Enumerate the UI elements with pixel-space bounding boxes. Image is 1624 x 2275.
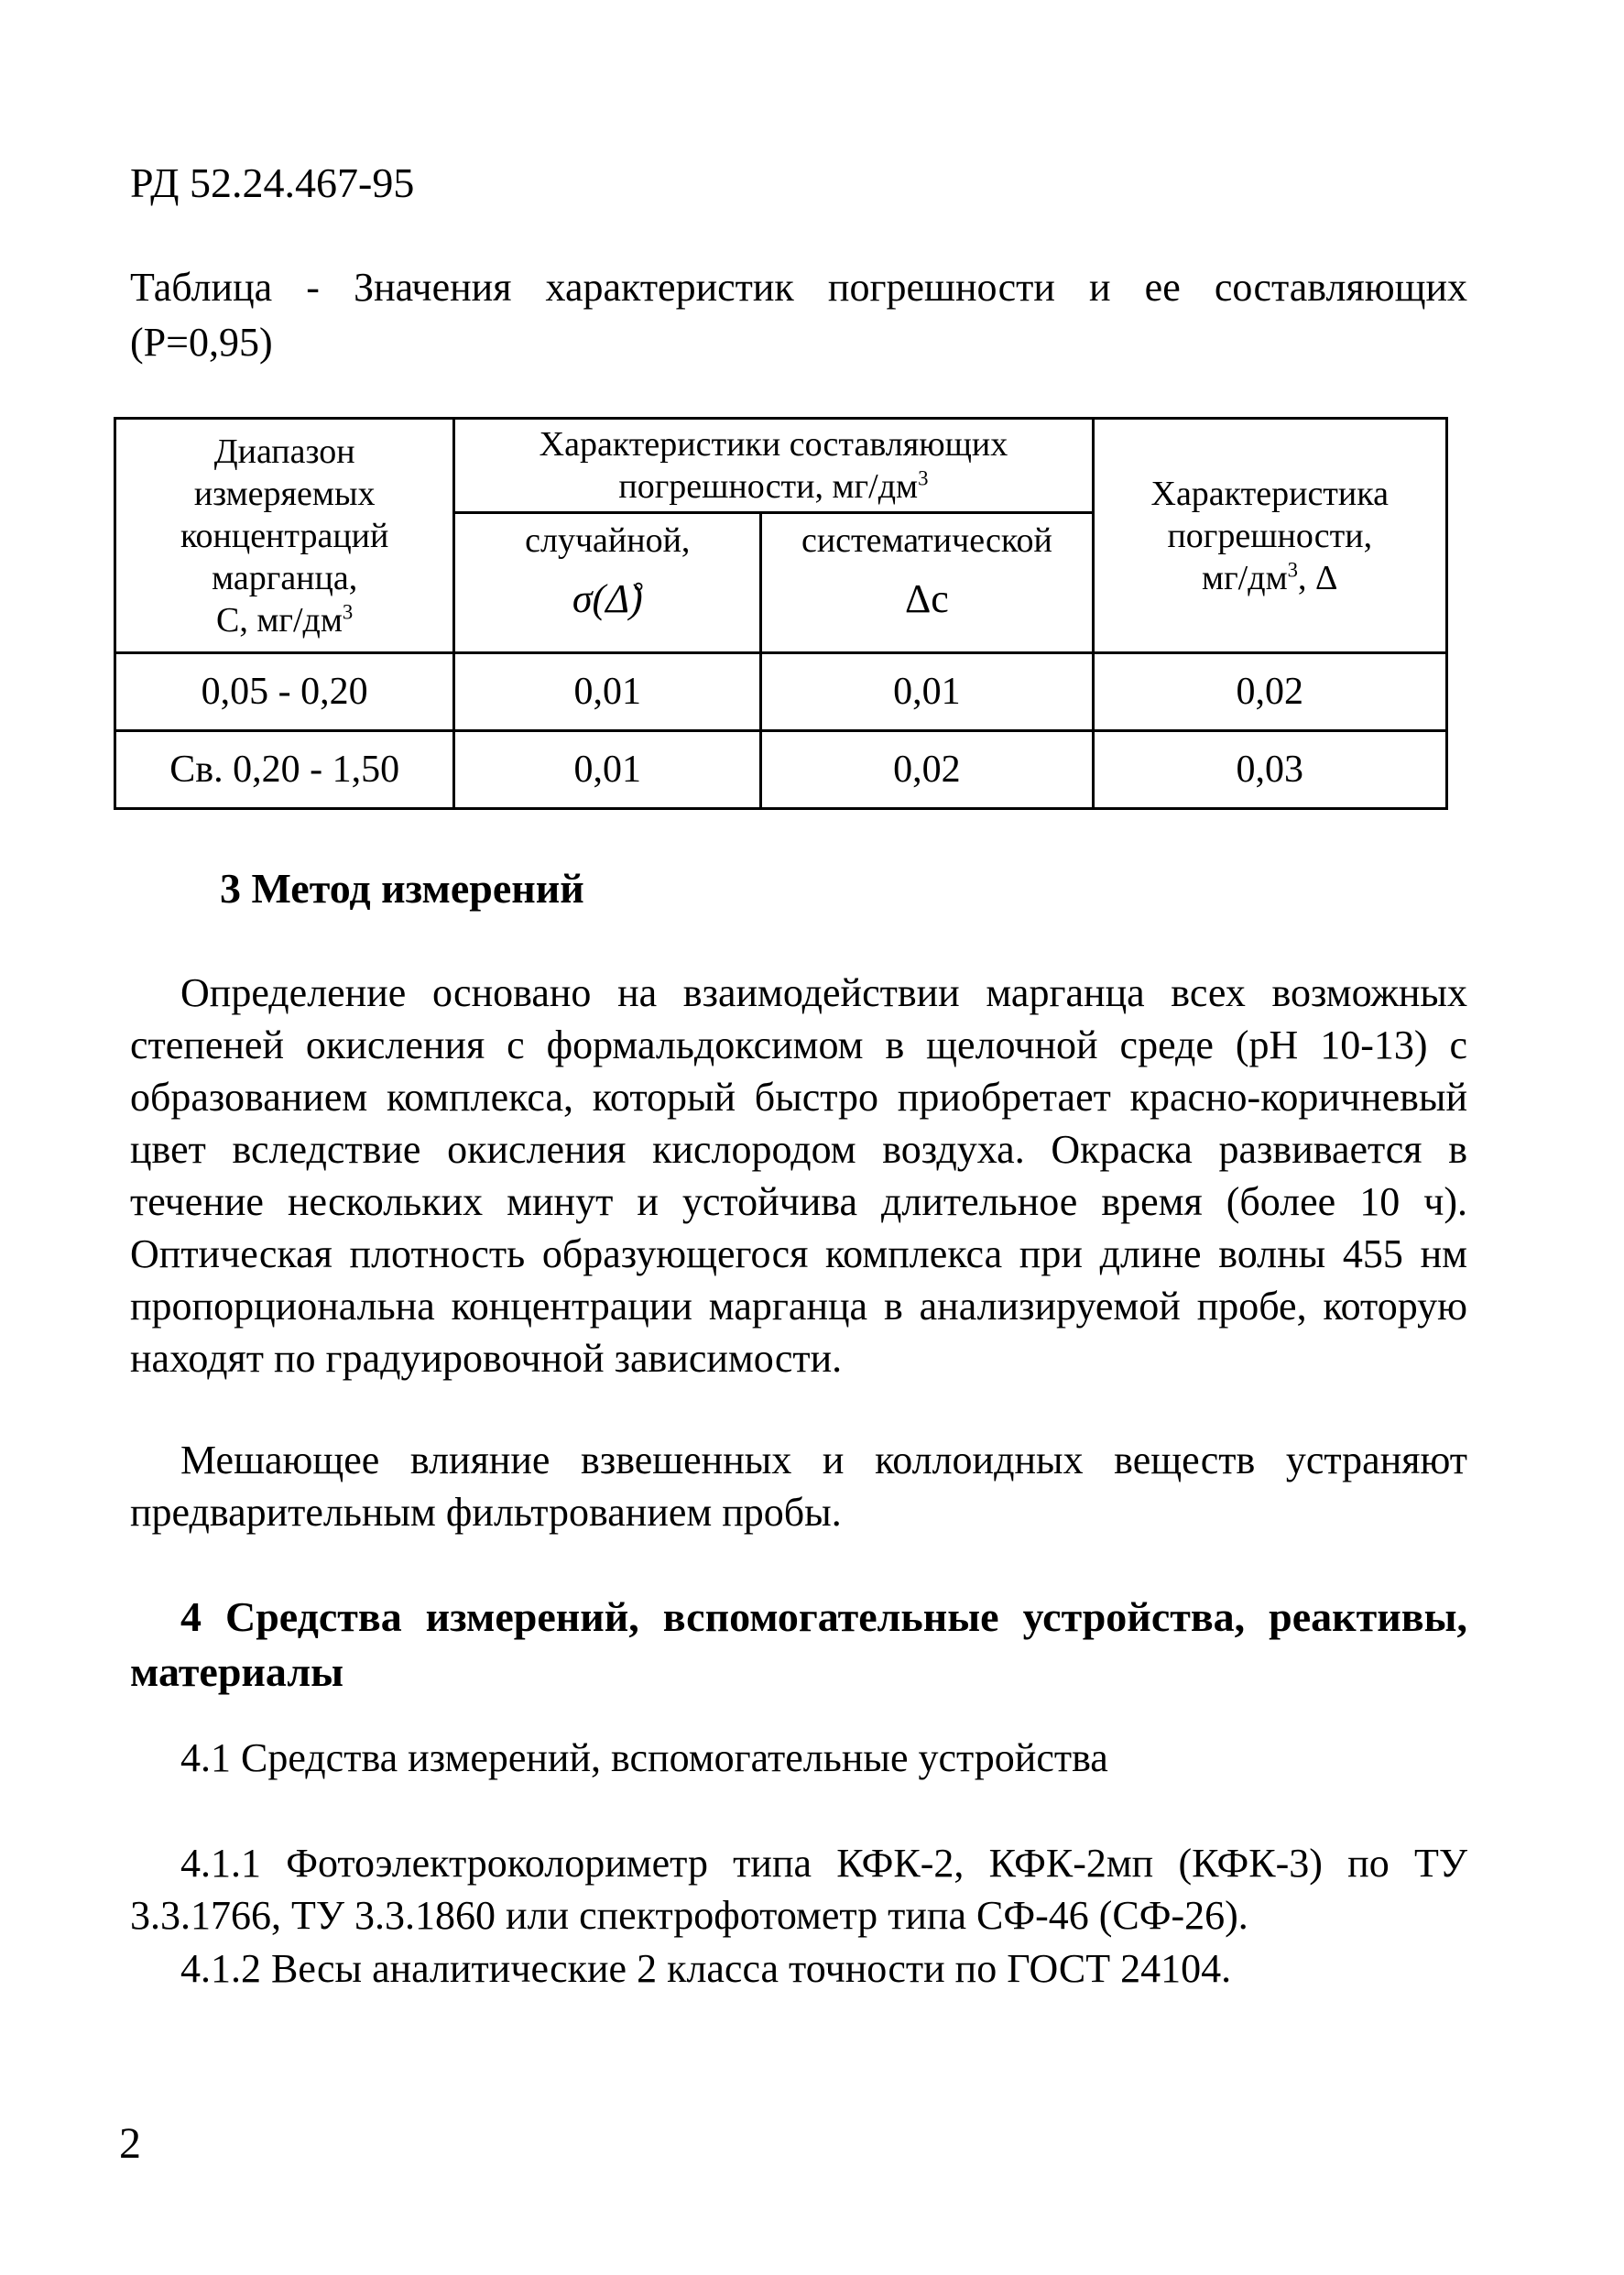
sigma-symbol: σ(Δ̊) xyxy=(572,576,643,621)
document-code: РД 52.24.467-95 xyxy=(130,159,415,206)
subsection-4-1: 4.1 Средства измерений, вспомогательные устройства xyxy=(180,1735,1108,1780)
header-range: Диапазон измеряемых концентраций марганца, С, $мг/дм^3$ xyxy=(115,419,454,653)
section3-paragraph1: Определение основано на взаимодействии марганца всех возможных степеней окисления с формальдоксимом в щелочной среде (pH 10-13) с образованием комплекса, который быстро приобретает красно-коричневый цвет вследствие окисления кислородом воздуха. Окраска развивается в течение нескольких минут и устойчива длительное время (более 10 ч). Оптическая плотность образующегося комплекса при длине волны 455 нм пропорциональна концентрации марганца в анализируемой пробе, которую находят по градуировочной зависимости. xyxy=(130,970,1467,1381)
section3-heading: 3 Метод измерений xyxy=(220,865,584,912)
section3-paragraph2: Мешающее влияние взвешенных и коллоидных веществ устраняют предварительным фильтрованием пробы. xyxy=(130,1438,1467,1535)
table-row: Св. 0,20 - 1,50 0,01 0,02 0,03 xyxy=(115,731,1447,809)
header-random: случайной, σ(Δ̊) xyxy=(454,513,761,653)
table-caption-probability: (Р=0,95) xyxy=(130,320,273,365)
item-4-1-2: 4.1.2 Весы аналитические 2 класса точности по ГОСТ 24104. xyxy=(180,1946,1232,1991)
delta-c-symbol: Δc xyxy=(904,576,949,621)
table-row: 0,05 - 0,20 0,01 0,01 0,02 xyxy=(115,653,1447,731)
section4-heading: 4 Средства измерений, вспомогательные устройства, реактивы, материалы xyxy=(130,1593,1467,1695)
header-systematic: систематической Δc xyxy=(761,513,1093,653)
item-4-1-1: 4.1.1 Фотоэлектроколориметр типа КФК-2, КФК-2мп (КФК-3) по ТУ 3.3.1766, ТУ 3.3.1860 или спектрофотометр типа СФ-46 (СФ-26). xyxy=(130,1841,1467,1938)
header-total-characteristic: Характеристика погрешности, $мг/дм^3$, Δ xyxy=(1093,419,1446,653)
table-caption: Таблица - Значения характеристик погрешности и ее составляющих xyxy=(130,265,1467,310)
header-component-characteristics: Характеристики составляющих погрешности, $мг/дм^3$ xyxy=(454,419,1093,513)
error-characteristics-table xyxy=(114,417,1448,810)
page-number: 2 xyxy=(119,2119,141,2168)
